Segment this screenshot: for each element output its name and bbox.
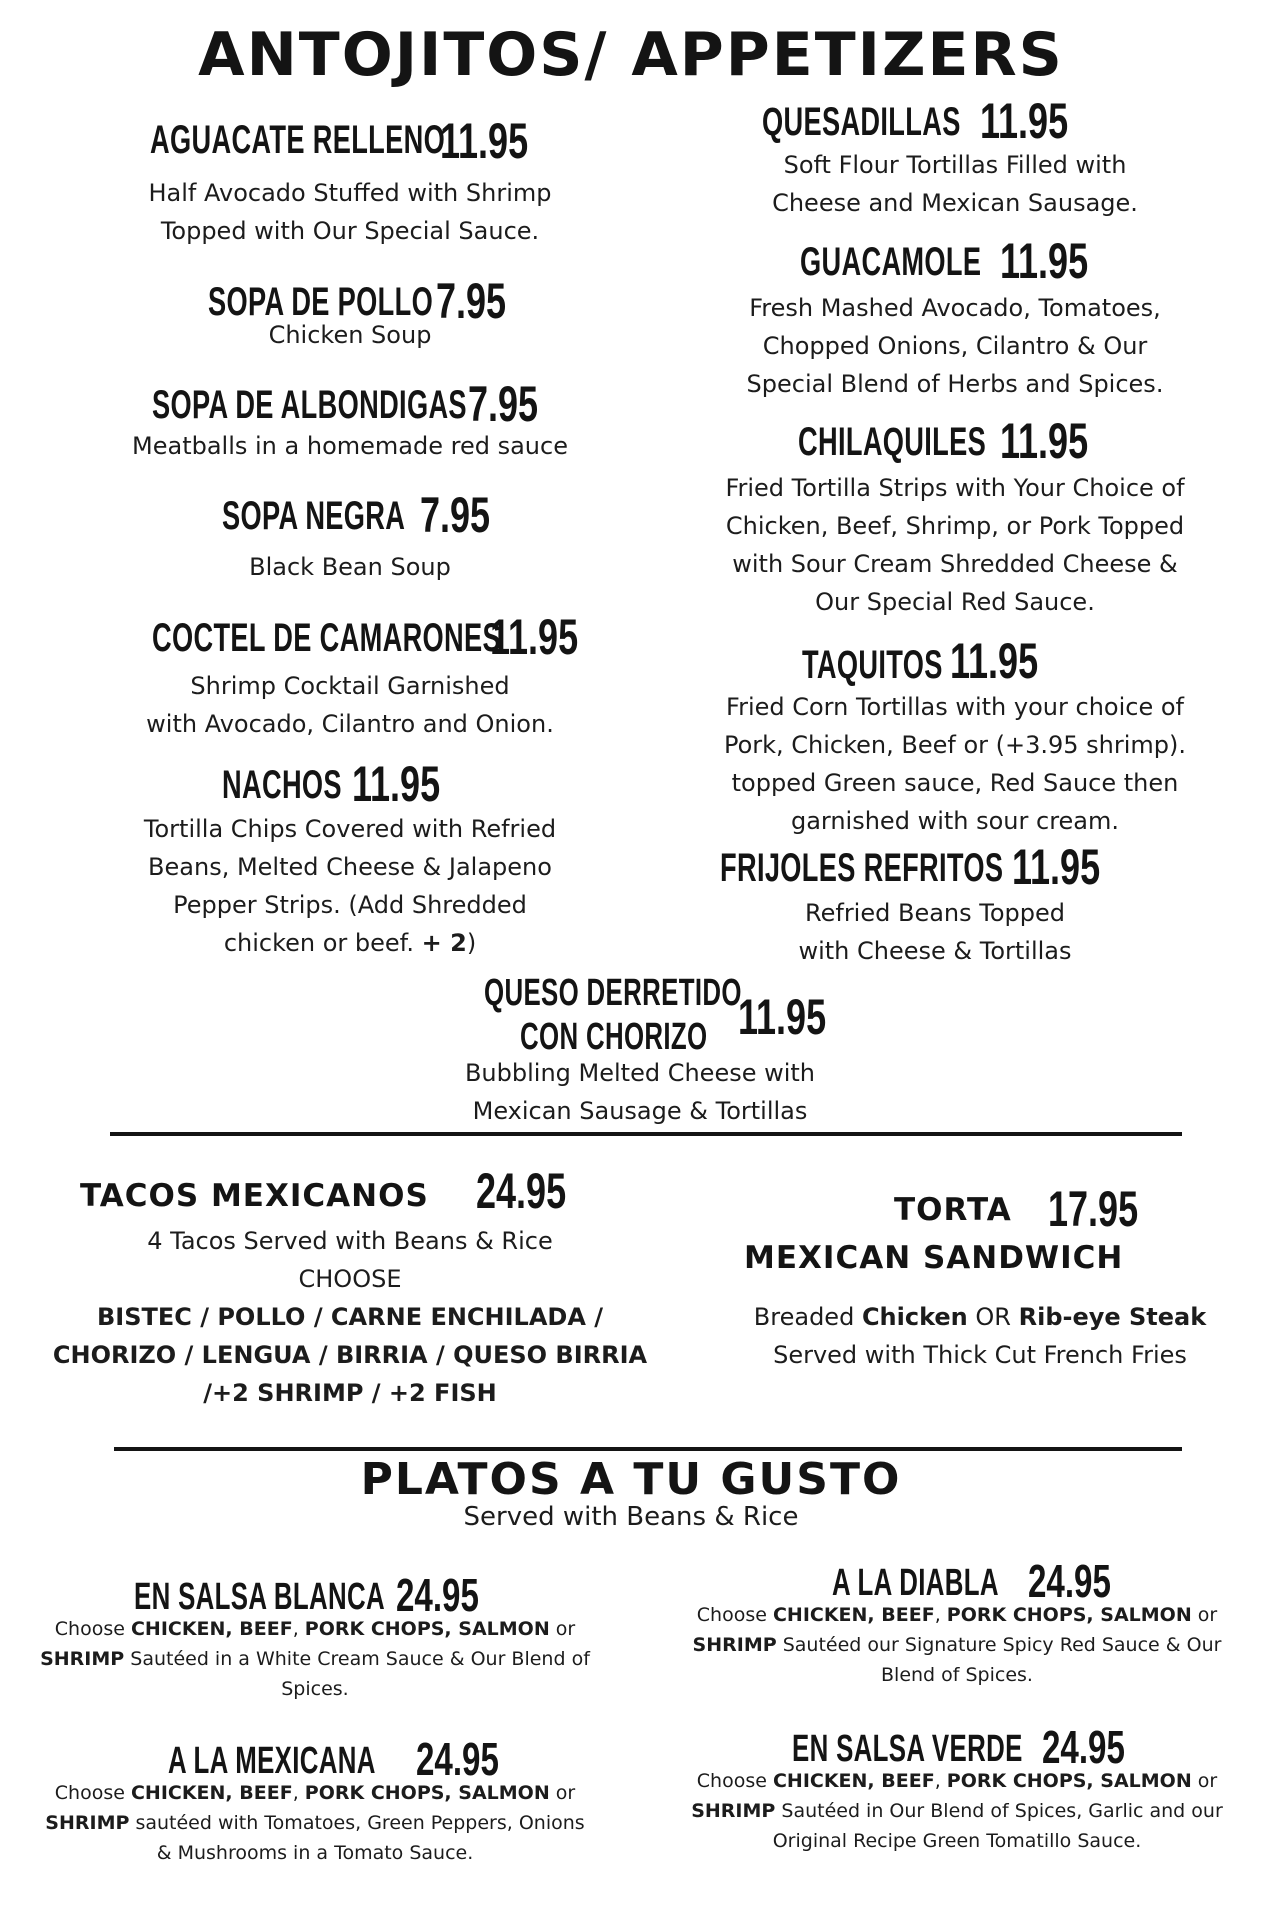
item-description: Bubbling Melted Cheese with Mexican Sausage & Tortillas bbox=[464, 1059, 816, 1125]
plato-price: 24.95 bbox=[416, 1733, 499, 1785]
item-description: Shrimp Cocktail Garnished with Avocado, Cilantro and Onion. bbox=[146, 672, 554, 738]
item-name: AGUACATE RELLENO bbox=[150, 118, 446, 162]
item-name: COCTEL DE CAMARONES bbox=[152, 616, 501, 660]
item-name: CHILAQUILES bbox=[798, 420, 987, 464]
item-price: 7.95 bbox=[436, 273, 507, 329]
appetizers-heading: ANTOJITOS/ APPETIZERS bbox=[198, 20, 1064, 90]
plato-price: 24.95 bbox=[396, 1569, 479, 1621]
item-price: 11.95 bbox=[1000, 413, 1089, 469]
platos-heading: PLATOS A TU GUSTO bbox=[360, 1454, 902, 1505]
torta-name: TORTA bbox=[894, 1192, 1012, 1228]
item-description: Half Avocado Stuffed with Shrimp Topped with Our Special Sauce. bbox=[148, 179, 552, 245]
item-price: 11.95 bbox=[490, 609, 579, 665]
item-description: Soft Flour Tortillas Filled with Cheese and Mexican Sausage. bbox=[772, 151, 1138, 217]
tacos-name: TACOS MEXICANOS bbox=[80, 1178, 429, 1214]
plato-description: Choose CHICKEN, BEEF, PORK CHOPS, SALMON or SHRIMP sautéed with Tomatoes, Green Peppers, Onions & Mushrooms in a Tomato Sauce. bbox=[45, 1782, 585, 1864]
item-description: Fresh Mashed Avocado, Tomatoes, Chopped Onions, Cilantro & Our Special Blend of Herbs and Spices. bbox=[746, 294, 1164, 398]
item-price: 11.95 bbox=[440, 113, 529, 169]
item-price: 11.95 bbox=[352, 756, 441, 812]
platos-subheading: Served with Beans & Rice bbox=[463, 1502, 799, 1532]
item-name: NACHOS bbox=[222, 763, 342, 807]
item-price: 11.95 bbox=[1000, 233, 1089, 289]
item-price: 11.95 bbox=[980, 93, 1069, 149]
item-name: QUESADILLAS bbox=[762, 100, 961, 144]
plato-description: Choose CHICKEN, BEEF, PORK CHOPS, SALMON or SHRIMP Sautéed in Our Blend of Spices, Garlic and our Original Recipe Green Tomatillo Sauce. bbox=[691, 1770, 1223, 1852]
plato-name: EN SALSA BLANCA bbox=[134, 1576, 386, 1618]
plato-description: Choose CHICKEN, BEEF, PORK CHOPS, SALMON or SHRIMP Sautéed our Signature Spicy Red Sauce & Our Blend of Spices. bbox=[692, 1604, 1222, 1686]
section-divider bbox=[114, 1447, 1182, 1451]
item-description: Meatballs in a homemade red sauce bbox=[132, 432, 568, 460]
plato-price: 24.95 bbox=[1042, 1721, 1125, 1773]
item-price: 11.95 bbox=[950, 633, 1039, 689]
item-name: SOPA DE ALBONDIGAS bbox=[152, 383, 467, 427]
item-name: SOPA NEGRA bbox=[222, 494, 406, 538]
item-name: QUESO DERRETIDO bbox=[484, 972, 742, 1014]
item-name: TAQUITOS bbox=[802, 643, 943, 687]
item-description: Fried Tortilla Strips with Your Choice of Chicken, Beef, Shrimp, or Pork Topped with Sour Cream Shredded Cheese & Our Special Red Sauce. bbox=[725, 474, 1185, 616]
plato-name: A LA DIABLA bbox=[832, 1562, 999, 1604]
torta-price: 17.95 bbox=[1048, 1181, 1139, 1237]
tacos-description: 4 Tacos Served with Beans & Rice CHOOSE bbox=[147, 1227, 553, 1293]
item-description: Black Bean Soup bbox=[249, 553, 451, 581]
item-description: Fried Corn Tortillas with your choice of Pork, Chicken, Beef or (+3.95 shrimp). topped Green sauce, Red Sauce then garnished with sour cream. bbox=[723, 693, 1187, 835]
item-description: Chicken Soup bbox=[268, 321, 432, 349]
section-divider bbox=[110, 1132, 1182, 1136]
item-name: CON CHORIZO bbox=[520, 1016, 708, 1058]
item-name: GUACAMOLE bbox=[800, 240, 982, 284]
item-description: Refried Beans Topped with Cheese & Tortillas bbox=[798, 899, 1072, 965]
plato-name: A LA MEXICANA bbox=[168, 1740, 376, 1782]
item-description: Tortilla Chips Covered with Refried Beans, Melted Cheese & Jalapeno Pepper Strips. (Add Shredded chicken or beef. + 2) bbox=[143, 815, 557, 957]
item-price: 11.95 bbox=[738, 989, 827, 1045]
item-price: 7.95 bbox=[468, 376, 539, 432]
tacos-options: BISTEC / POLLO / CARNE ENCHILADA / CHORIZO / LENGUA / BIRRIA / QUESO BIRRIA /+2 SHRIMP / +2 FISH bbox=[52, 1303, 648, 1407]
item-price: 11.95 bbox=[1012, 839, 1101, 895]
item-name: SOPA DE POLLO bbox=[208, 280, 434, 324]
item-name: FRIJOLES REFRITOS bbox=[720, 846, 1004, 890]
tacos-price: 24.95 bbox=[476, 1163, 567, 1219]
plato-description: Choose CHICKEN, BEEF, PORK CHOPS, SALMON or SHRIMP Sautéed in a White Cream Sauce & Our Blend of Spices. bbox=[40, 1618, 590, 1700]
item-price: 7.95 bbox=[420, 487, 491, 543]
torta-description: Breaded Chicken OR Rib-eye Steak Served with Thick Cut French Fries bbox=[753, 1303, 1207, 1369]
torta-subtitle: MEXICAN SANDWICH bbox=[744, 1240, 1124, 1276]
plato-name: EN SALSA VERDE bbox=[792, 1728, 1023, 1770]
plato-price: 24.95 bbox=[1028, 1555, 1111, 1607]
